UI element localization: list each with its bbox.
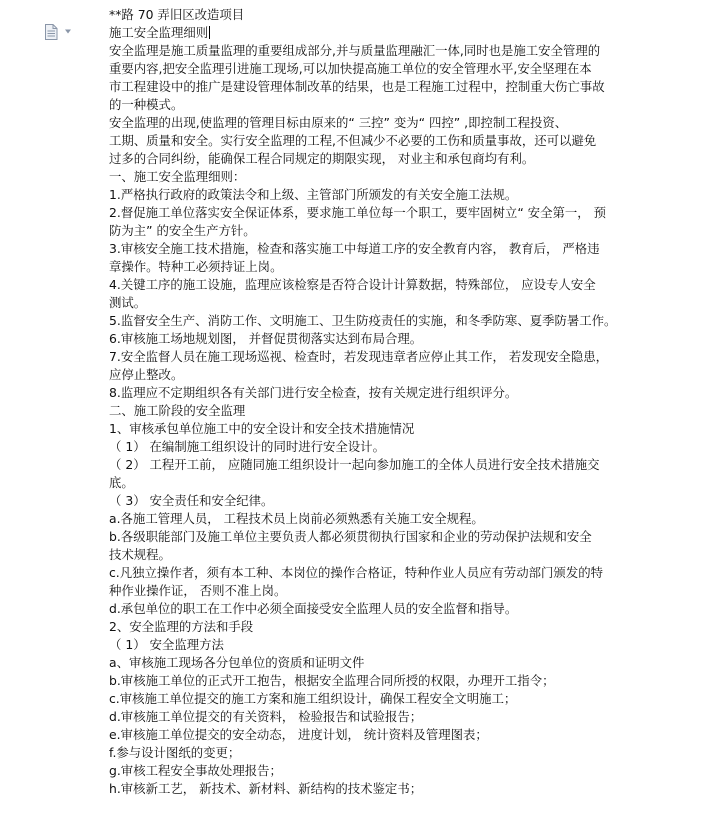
doc-line: （ 1） 安全监理方法 bbox=[109, 637, 224, 652]
doc-line: 章操作。特种工必须持证上岗。 bbox=[109, 259, 283, 274]
doc-line: b.审核施工单位的正式开工抱告，根据安全监理合同所授的权限，办理开工指令； bbox=[109, 673, 555, 688]
doc-line: 过多的合同纠纷，能确保工程合同规定的期限实现， 对业主和承包商均有利。 bbox=[109, 151, 535, 166]
doc-line: （ 1） 在编制施工组织设计的同时进行安全设计。 bbox=[109, 439, 385, 454]
document-menu[interactable] bbox=[44, 24, 74, 40]
doc-line: （ 2） 工程开工前， 应随同施工组织设计一起向参加施工的全体人员进行安全技术措施交 bbox=[109, 457, 600, 472]
doc-line: 测试。 bbox=[109, 295, 147, 310]
chevron-down-icon[interactable] bbox=[65, 29, 71, 34]
doc-line: h.审核新工艺， 新技术、新材料、新结构的技术鉴定书； bbox=[109, 781, 423, 796]
doc-line: c.凡独立操作者，须有本工种、本岗位的操作合格证，特种作业人员应有劳动部门颁发的特 bbox=[109, 565, 603, 580]
doc-line: a、审核施工现场各分包单位的资质和证明文件 bbox=[109, 655, 365, 670]
document-icon[interactable] bbox=[44, 24, 58, 40]
doc-line: 6.审核施工场地规划图， 并督促贯彻落实达到布局合理。 bbox=[109, 331, 423, 346]
doc-line: 2.督促施工单位落实安全保证体系，要求施工单位每一个职工，要牢固树立“ 安全第一， 预 bbox=[109, 205, 606, 220]
doc-line: 2、安全监理的方法和手段 bbox=[109, 619, 254, 634]
doc-line: 一、施工安全监理细则： bbox=[109, 169, 246, 184]
doc-line: c.审核施工单位提交的施工方案和施工组织设计，确保工程安全文明施工； bbox=[109, 691, 517, 706]
doc-line: 安全监理的出现,使监理的管理目标由原来的“ 三控” 变为“ 四控” ,即控制工程投资、 bbox=[109, 115, 568, 130]
doc-line: 1.严格执行政府的政策法令和上级、主管部门所颁发的有关安全施工法规。 bbox=[109, 187, 518, 202]
doc-line: 底。 bbox=[109, 475, 134, 490]
doc-line: d.承包单位的职工在工作中必须全面接受安全监理人员的安全监督和指导。 bbox=[109, 601, 518, 616]
doc-line: e.审核施工单位提交的安全动态， 进度计划， 统计资料及管理图表； bbox=[109, 727, 488, 742]
doc-line: 防为主” 的安全生产方针。 bbox=[109, 223, 256, 238]
doc-line: 应停止整改。 bbox=[109, 367, 184, 382]
doc-line: 安全监理是施工质量监理的重要组成部分,并与质量监理融汇一体,同时也是施工安全管理的 bbox=[109, 43, 601, 58]
doc-line: 3.审核安全施工技术措施，检查和落实施工中每道工序的安全教育内容， 教育后， 严格违 bbox=[109, 241, 600, 256]
doc-line-with-cursor bbox=[109, 24, 713, 42]
document-body[interactable] bbox=[109, 6, 713, 816]
doc-line: **路 70 弄旧区改造项目 bbox=[109, 7, 245, 22]
doc-line: 种作业操作证， 否则不准上岗。 bbox=[109, 583, 287, 598]
doc-line: （ 3） 安全责任和安全纪律。 bbox=[109, 493, 274, 508]
doc-line: 4.关键工序的施工设施，监理应该检察是否符合设计计算数据，特殊部位， 应设专人安全 bbox=[109, 277, 596, 292]
doc-line: 二、施工阶段的安全监理 bbox=[109, 403, 246, 418]
doc-line: f.参与设计图纸的变更； bbox=[109, 745, 241, 760]
doc-line: 1、审核承包单位施工中的安全设计和安全技术措施情况 bbox=[109, 421, 415, 436]
doc-line: 8.监理应不定期组织各有关部门进行安全检查，按有关规定进行组织评分。 bbox=[109, 385, 518, 400]
doc-line: g.审核工程安全事故处理报告； bbox=[109, 763, 282, 778]
doc-line: 7.安全监督人员在施工现场巡视、检查时，若发现违章者应停止其工作， 若发现安全隐患， bbox=[109, 349, 608, 364]
doc-line: 技术规程。 bbox=[109, 547, 171, 562]
doc-line: 重要内容,把安全监理引进施工现场,可以加快提高施工单位的安全管理水平,安全坚理在本 bbox=[109, 61, 592, 76]
doc-line: a.各施工管理人员， 工程技术员上岗前必须熟悉有关施工安全规程。 bbox=[109, 511, 484, 526]
doc-line bbox=[109, 798, 713, 816]
doc-line: b.各级职能部门及施工单位主要负责人都必须贯彻执行国家和企业的劳动保护法规和安全 bbox=[109, 529, 592, 544]
doc-line: 5.监督安全生产、消防工作、文明施工、卫生防疫责任的实施，和冬季防寒、夏季防暑工作。 bbox=[109, 313, 617, 328]
doc-line: 市工程建设中的推广是建设管理体制改革的结果，也是工程施工过程中，控制重大伤亡事故 bbox=[109, 79, 605, 94]
doc-line: d.审核施工单位提交的有关资料， 检验报告和试验报告； bbox=[109, 709, 423, 724]
doc-line: 的一种模式。 bbox=[109, 97, 184, 112]
doc-line-text: 施工安全监理细则 bbox=[109, 25, 209, 40]
doc-line: 工期、质量和安全。实行安全监理的工程,不但减少不必要的工伤和质量事故，还可以避免 bbox=[109, 133, 597, 148]
text-cursor bbox=[209, 26, 210, 39]
